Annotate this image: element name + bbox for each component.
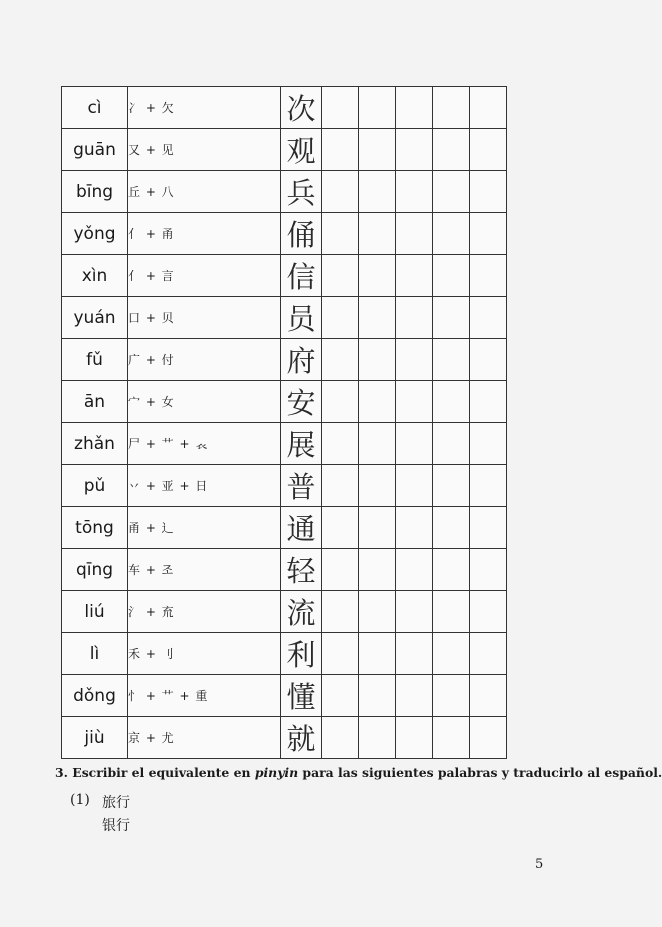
practice-cell (396, 255, 433, 297)
practice-cell (359, 129, 396, 171)
practice-cell (433, 717, 470, 759)
practice-cell (359, 171, 396, 213)
practice-cell (396, 171, 433, 213)
practice-cell (322, 423, 359, 465)
practice-cell (359, 633, 396, 675)
practice-cell (470, 171, 507, 213)
practice-cell (396, 633, 433, 675)
practice-cell (322, 129, 359, 171)
pinyin-cell: tōng (62, 507, 128, 549)
item-1-word-2: 银行 (102, 818, 130, 834)
table-row (62, 255, 507, 297)
components-cell: 亻 + 甬 (128, 213, 281, 255)
components-cell: 宀 + 女 (128, 381, 281, 423)
practice-cell (433, 675, 470, 717)
practice-cell (359, 675, 396, 717)
practice-cell (470, 255, 507, 297)
practice-cell (359, 549, 396, 591)
practice-cell (470, 633, 507, 675)
pinyin-cell: pǔ (62, 465, 128, 507)
practice-cell (433, 465, 470, 507)
practice-cell (322, 549, 359, 591)
practice-cell (396, 717, 433, 759)
character-practice-table (61, 86, 507, 759)
practice-cell (470, 213, 507, 255)
practice-cell (470, 87, 507, 129)
instruction-text-a: Escribir el equivalente en (72, 765, 255, 780)
table-row (62, 213, 507, 255)
pinyin-cell: dǒng (62, 675, 128, 717)
table-row (62, 297, 507, 339)
pinyin-cell: cì (62, 87, 128, 129)
pinyin-cell: yǒng (62, 213, 128, 255)
table-row (62, 339, 507, 381)
practice-cell (322, 633, 359, 675)
table-row (62, 129, 507, 171)
practice-cell (322, 255, 359, 297)
practice-cell (322, 465, 359, 507)
character-cell: 通 (281, 507, 322, 549)
components-cell: 尸 + 艹 + 𧘇 (128, 423, 281, 465)
components-cell: 口 + 贝 (128, 297, 281, 339)
table-row (62, 717, 507, 759)
practice-cell (470, 591, 507, 633)
components-cell: 甬 + 辶 (128, 507, 281, 549)
practice-cell (396, 129, 433, 171)
practice-cell (396, 213, 433, 255)
practice-cell (396, 591, 433, 633)
practice-cell (359, 423, 396, 465)
character-cell: 次 (281, 87, 322, 129)
item-1-number: (1) (70, 792, 90, 808)
practice-cell (433, 171, 470, 213)
practice-cell (470, 507, 507, 549)
character-cell: 兵 (281, 171, 322, 213)
practice-cell (433, 255, 470, 297)
components-cell: 京 + 尤 (128, 717, 281, 759)
character-cell: 俑 (281, 213, 322, 255)
practice-cell (470, 129, 507, 171)
components-cell: 又 + 见 (128, 129, 281, 171)
components-cell: 冫 + 欠 (128, 87, 281, 129)
table-row (62, 675, 507, 717)
practice-cell (322, 507, 359, 549)
pinyin-cell: zhǎn (62, 423, 128, 465)
practice-cell (359, 339, 396, 381)
character-cell: 府 (281, 339, 322, 381)
components-cell: 丷 + 亚 + 日 (128, 465, 281, 507)
table-row (62, 633, 507, 675)
components-cell: 广 + 付 (128, 339, 281, 381)
practice-cell (359, 717, 396, 759)
practice-cell (433, 339, 470, 381)
exercise-3-instruction (55, 765, 662, 780)
practice-cell (396, 339, 433, 381)
item-1-word: 旅行 (102, 795, 130, 811)
character-cell: 懂 (281, 675, 322, 717)
practice-cell (470, 423, 507, 465)
table-row (62, 87, 507, 129)
character-cell: 利 (281, 633, 322, 675)
table-row (62, 465, 507, 507)
practice-cell (322, 717, 359, 759)
character-cell: 轻 (281, 549, 322, 591)
practice-cell (433, 633, 470, 675)
components-cell: 禾 + 刂 (128, 633, 281, 675)
components-cell: 丘 + 八 (128, 171, 281, 213)
practice-cell (470, 465, 507, 507)
practice-cell (359, 213, 396, 255)
character-cell: 安 (281, 381, 322, 423)
pinyin-cell: yuán (62, 297, 128, 339)
pinyin-cell: qīng (62, 549, 128, 591)
practice-cell (322, 675, 359, 717)
practice-cell (359, 591, 396, 633)
practice-cell (396, 87, 433, 129)
character-cell: 流 (281, 591, 322, 633)
practice-cell (359, 507, 396, 549)
practice-cell (322, 339, 359, 381)
components-cell: 忄 + 艹 + 重 (128, 675, 281, 717)
practice-cell (396, 423, 433, 465)
table-row (62, 423, 507, 465)
practice-cell (322, 381, 359, 423)
pinyin-cell: jiù (62, 717, 128, 759)
practice-cell (433, 549, 470, 591)
pinyin-cell: liú (62, 591, 128, 633)
practice-cell (433, 591, 470, 633)
pinyin-cell: guān (62, 129, 128, 171)
character-cell: 展 (281, 423, 322, 465)
instruction-italic: pinyin (254, 765, 299, 780)
practice-cell (470, 381, 507, 423)
table-row (62, 591, 507, 633)
practice-cell (322, 591, 359, 633)
practice-cell (433, 129, 470, 171)
practice-cell (396, 465, 433, 507)
table-row (62, 507, 507, 549)
practice-cell (359, 381, 396, 423)
character-cell: 普 (281, 465, 322, 507)
practice-cell (470, 549, 507, 591)
practice-cell (322, 213, 359, 255)
practice-cell (322, 297, 359, 339)
components-cell: 氵 + 㐬 (128, 591, 281, 633)
pinyin-cell: lì (62, 633, 128, 675)
character-cell: 员 (281, 297, 322, 339)
practice-cell (359, 87, 396, 129)
practice-cell (470, 339, 507, 381)
practice-cell (470, 675, 507, 717)
components-cell: 车 + 조 (128, 549, 281, 591)
practice-cell (470, 297, 507, 339)
practice-cell (396, 297, 433, 339)
practice-cell (433, 213, 470, 255)
practice-cell (433, 87, 470, 129)
practice-cell (396, 675, 433, 717)
table-row (62, 381, 507, 423)
exercise-number: 3. (55, 765, 68, 780)
practice-cell (322, 171, 359, 213)
pinyin-cell: xìn (62, 255, 128, 297)
components-cell: 亻 + 言 (128, 255, 281, 297)
character-cell: 信 (281, 255, 322, 297)
pinyin-cell: fǔ (62, 339, 128, 381)
practice-cell (359, 255, 396, 297)
practice-cell (396, 507, 433, 549)
practice-cell (396, 549, 433, 591)
practice-cell (433, 381, 470, 423)
practice-cell (433, 297, 470, 339)
instruction-text-b: para las siguientes palabras y traducirlo al español. (298, 765, 662, 780)
practice-cell (359, 465, 396, 507)
practice-cell (470, 717, 507, 759)
practice-cell (396, 381, 433, 423)
character-cell: 就 (281, 717, 322, 759)
page-number: 5 (535, 857, 544, 872)
character-cell: 观 (281, 129, 322, 171)
practice-cell (359, 297, 396, 339)
practice-cell (322, 87, 359, 129)
pinyin-cell: ān (62, 381, 128, 423)
table-row (62, 549, 507, 591)
table-row (62, 171, 507, 213)
pinyin-cell: bīng (62, 171, 128, 213)
practice-cell (433, 507, 470, 549)
practice-cell (433, 423, 470, 465)
